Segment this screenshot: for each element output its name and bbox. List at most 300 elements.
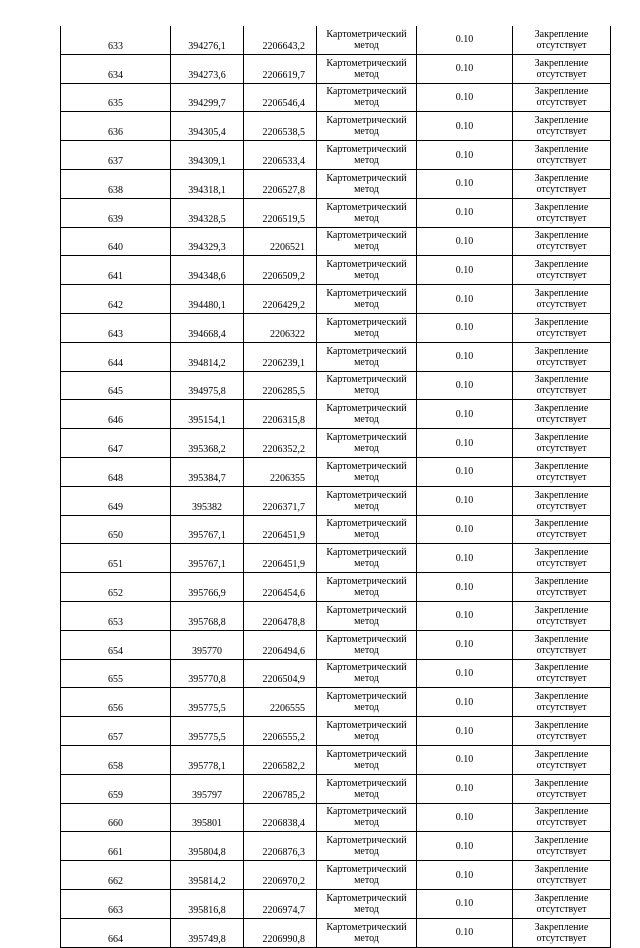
x-coordinate-cell: 394814,2 [171, 342, 244, 371]
y-coordinate-cell: 2206478,8 [244, 601, 317, 630]
fixation-text: Закрепление [534, 460, 589, 472]
fixation-cell [513, 457, 611, 486]
fixation-text: отсутствует [536, 558, 587, 570]
fixation-text: Закрепление [534, 777, 589, 789]
x-coordinate-cell: 394305,4 [171, 112, 244, 141]
fixation-cell [513, 832, 611, 861]
point-number-cell: 642 [61, 285, 171, 314]
fixation-text: Закрепление [534, 230, 589, 242]
table-row [61, 544, 611, 573]
method-text: Картометрический [326, 921, 407, 933]
method-text: Картометрический [326, 259, 407, 271]
fixation-text: Закрепление [534, 432, 589, 444]
point-number-cell: 655 [61, 659, 171, 688]
x-coordinate-cell: 395368,2 [171, 429, 244, 458]
method-text: Картометрический [326, 288, 407, 300]
accuracy-cell: 0.10 [417, 745, 513, 774]
point-number-cell: 656 [61, 688, 171, 717]
point-number-cell: 659 [61, 774, 171, 803]
method-cell [317, 256, 417, 285]
accuracy-cell: 0.10 [417, 400, 513, 429]
fixation-text: отсутствует [536, 500, 587, 512]
method-text: метод [354, 126, 379, 138]
y-coordinate-cell: 2206555 [244, 688, 317, 717]
x-coordinate-cell: 394328,5 [171, 198, 244, 227]
method-cell [317, 285, 417, 314]
method-text: Картометрический [326, 432, 407, 444]
x-coordinate-cell: 394273,6 [171, 54, 244, 83]
y-coordinate-cell: 2206643,2 [244, 26, 317, 54]
accuracy-cell: 0.10 [417, 169, 513, 198]
x-coordinate-cell: 394318,1 [171, 169, 244, 198]
point-number-cell: 648 [61, 457, 171, 486]
accuracy-cell: 0.10 [417, 141, 513, 170]
coordinates-table [60, 26, 611, 948]
point-number-cell: 653 [61, 601, 171, 630]
fixation-cell [513, 169, 611, 198]
point-number-cell: 650 [61, 515, 171, 544]
point-number-cell: 633 [61, 26, 171, 54]
fixation-cell [513, 256, 611, 285]
fixation-text: отсутствует [536, 270, 587, 282]
accuracy-cell: 0.10 [417, 26, 513, 54]
table-row [61, 803, 611, 832]
table-row [61, 601, 611, 630]
fixation-text: Закрепление [534, 633, 589, 645]
method-text: метод [354, 299, 379, 311]
x-coordinate-cell: 395384,7 [171, 457, 244, 486]
method-text: метод [354, 241, 379, 253]
point-number-cell: 660 [61, 803, 171, 832]
method-text: Картометрический [326, 633, 407, 645]
y-coordinate-cell: 2206533,4 [244, 141, 317, 170]
method-cell [317, 889, 417, 918]
fixation-cell [513, 745, 611, 774]
table-row [61, 371, 611, 400]
x-coordinate-cell: 395767,1 [171, 544, 244, 573]
method-text: Картометрический [326, 28, 407, 40]
table-body [61, 26, 611, 947]
fixation-text: отсутствует [536, 155, 587, 167]
table-row [61, 429, 611, 458]
y-coordinate-cell: 2206494,6 [244, 630, 317, 659]
table-row [61, 630, 611, 659]
accuracy-cell: 0.10 [417, 889, 513, 918]
accuracy-cell: 0.10 [417, 659, 513, 688]
accuracy-cell: 0.10 [417, 371, 513, 400]
fixation-text: Закрепление [534, 604, 589, 616]
accuracy-cell: 0.10 [417, 601, 513, 630]
fixation-text: отсутствует [536, 299, 587, 311]
fixation-text: отсутствует [536, 759, 587, 771]
fixation-cell [513, 83, 611, 112]
x-coordinate-cell: 395770,8 [171, 659, 244, 688]
fixation-cell [513, 803, 611, 832]
fixation-text: Закрепление [534, 864, 589, 875]
table-row [61, 227, 611, 256]
fixation-text: Закрепление [534, 86, 589, 98]
fixation-text: отсутствует [536, 356, 587, 368]
accuracy-cell: 0.10 [417, 486, 513, 515]
y-coordinate-cell: 2206555,2 [244, 717, 317, 746]
method-text: метод [354, 759, 379, 771]
method-cell [317, 774, 417, 803]
method-text: метод [354, 500, 379, 512]
table-row [61, 889, 611, 918]
accuracy-cell: 0.10 [417, 688, 513, 717]
method-text: метод [354, 587, 379, 599]
fixation-cell [513, 889, 611, 918]
method-cell [317, 601, 417, 630]
accuracy-cell: 0.10 [417, 457, 513, 486]
method-text: метод [354, 356, 379, 368]
y-coordinate-cell: 2206538,5 [244, 112, 317, 141]
accuracy-cell: 0.10 [417, 918, 513, 947]
fixation-text: Закрепление [534, 345, 589, 357]
method-text: Картометрический [326, 576, 407, 588]
fixation-text: Закрепление [534, 28, 589, 40]
accuracy-cell: 0.10 [417, 515, 513, 544]
method-text: метод [354, 270, 379, 282]
method-text: метод [354, 903, 379, 915]
y-coordinate-cell: 2206322 [244, 313, 317, 342]
table-row [61, 198, 611, 227]
y-coordinate-cell: 2206838,4 [244, 803, 317, 832]
fixation-cell [513, 688, 611, 717]
method-text: метод [354, 731, 379, 743]
point-number-cell: 657 [61, 717, 171, 746]
accuracy-cell: 0.10 [417, 573, 513, 602]
fixation-text: отсутствует [536, 443, 587, 455]
method-cell [317, 918, 417, 947]
method-text: Картометрический [326, 316, 407, 328]
table-row [61, 400, 611, 429]
fixation-text: отсутствует [536, 471, 587, 483]
method-text: метод [354, 155, 379, 167]
accuracy-cell: 0.10 [417, 256, 513, 285]
accuracy-cell: 0.10 [417, 630, 513, 659]
x-coordinate-cell: 395775,5 [171, 688, 244, 717]
point-number-cell: 661 [61, 832, 171, 861]
method-text: Картометрический [326, 172, 407, 184]
point-number-cell: 634 [61, 54, 171, 83]
method-text: метод [354, 183, 379, 195]
fixation-text: Закрепление [534, 748, 589, 760]
method-cell [317, 26, 417, 54]
y-coordinate-cell: 2206519,5 [244, 198, 317, 227]
fixation-cell [513, 861, 611, 890]
method-text: Картометрический [326, 720, 407, 732]
accuracy-cell: 0.10 [417, 54, 513, 83]
x-coordinate-cell: 395814,2 [171, 861, 244, 890]
method-text: Картометрический [326, 892, 407, 904]
x-coordinate-cell: 395816,8 [171, 889, 244, 918]
method-cell [317, 227, 417, 256]
accuracy-cell: 0.10 [417, 717, 513, 746]
y-coordinate-cell: 2206546,4 [244, 83, 317, 112]
method-cell [317, 83, 417, 112]
table-row [61, 515, 611, 544]
method-text: Картометрический [326, 374, 407, 386]
y-coordinate-cell: 2206451,9 [244, 544, 317, 573]
x-coordinate-cell: 394668,4 [171, 313, 244, 342]
point-number-cell: 649 [61, 486, 171, 515]
point-number-cell: 641 [61, 256, 171, 285]
fixation-text: отсутствует [536, 97, 587, 109]
table-row [61, 774, 611, 803]
fixation-text: Закрепление [534, 662, 589, 674]
accuracy-cell: 0.10 [417, 342, 513, 371]
point-number-cell: 652 [61, 573, 171, 602]
method-text: метод [354, 414, 379, 426]
fixation-text: Закрепление [534, 691, 589, 703]
fixation-text: Закрепление [534, 921, 589, 933]
y-coordinate-cell: 2206582,2 [244, 745, 317, 774]
method-text: метод [354, 68, 379, 80]
point-number-cell: 646 [61, 400, 171, 429]
method-text: Картометрический [326, 662, 407, 674]
fixation-text: Закрепление [534, 403, 589, 415]
fixation-text: отсутствует [536, 212, 587, 224]
fixation-cell [513, 285, 611, 314]
method-text: Картометрический [326, 57, 407, 69]
method-cell [317, 169, 417, 198]
method-cell [317, 659, 417, 688]
y-coordinate-cell: 2206355 [244, 457, 317, 486]
y-coordinate-cell: 2206509,2 [244, 256, 317, 285]
fixation-text: отсутствует [536, 903, 587, 915]
method-cell [317, 429, 417, 458]
method-cell [317, 861, 417, 890]
fixation-text: отсутствует [536, 644, 587, 656]
x-coordinate-cell: 394480,1 [171, 285, 244, 314]
method-cell [317, 486, 417, 515]
fixation-text: отсутствует [536, 875, 587, 886]
method-text: Картометрический [326, 691, 407, 703]
fixation-text: Закрепление [534, 316, 589, 328]
method-text: метод [354, 385, 379, 397]
method-cell [317, 832, 417, 861]
method-text: метод [354, 702, 379, 714]
fixation-text: отсутствует [536, 39, 587, 51]
method-cell [317, 457, 417, 486]
accuracy-cell: 0.10 [417, 83, 513, 112]
x-coordinate-cell: 394299,7 [171, 83, 244, 112]
fixation-text: Закрепление [534, 201, 589, 213]
fixation-text: отсутствует [536, 414, 587, 426]
method-text: метод [354, 875, 379, 886]
method-text: метод [354, 788, 379, 800]
point-number-cell: 662 [61, 861, 171, 890]
accuracy-cell: 0.10 [417, 774, 513, 803]
y-coordinate-cell: 2206527,8 [244, 169, 317, 198]
fixation-cell [513, 774, 611, 803]
method-cell [317, 717, 417, 746]
method-text: Картометрический [326, 403, 407, 415]
point-number-cell: 637 [61, 141, 171, 170]
point-number-cell: 664 [61, 918, 171, 947]
method-text: Картометрический [326, 748, 407, 760]
method-cell [317, 400, 417, 429]
fixation-cell [513, 342, 611, 371]
fixation-cell [513, 371, 611, 400]
method-text: Картометрический [326, 864, 407, 875]
fixation-text: отсутствует [536, 932, 587, 944]
table-row [61, 861, 611, 890]
table-row [61, 256, 611, 285]
point-number-cell: 635 [61, 83, 171, 112]
y-coordinate-cell: 2206454,6 [244, 573, 317, 602]
fixation-cell [513, 717, 611, 746]
y-coordinate-cell: 2206785,2 [244, 774, 317, 803]
fixation-cell [513, 515, 611, 544]
fixation-text: отсутствует [536, 615, 587, 627]
table-row [61, 486, 611, 515]
fixation-text: Закрепление [534, 374, 589, 386]
table-row [61, 54, 611, 83]
x-coordinate-cell: 395749,8 [171, 918, 244, 947]
fixation-cell [513, 573, 611, 602]
accuracy-cell: 0.10 [417, 544, 513, 573]
method-text: метод [354, 615, 379, 627]
fixation-text: отсутствует [536, 673, 587, 685]
fixation-cell [513, 429, 611, 458]
fixation-cell [513, 26, 611, 54]
x-coordinate-cell: 395766,9 [171, 573, 244, 602]
point-number-cell: 651 [61, 544, 171, 573]
method-text: Картометрический [326, 518, 407, 530]
method-cell [317, 515, 417, 544]
fixation-text: Закрепление [534, 518, 589, 530]
fixation-cell [513, 112, 611, 141]
fixation-text: Закрепление [534, 720, 589, 732]
y-coordinate-cell: 2206285,5 [244, 371, 317, 400]
x-coordinate-cell: 395382 [171, 486, 244, 515]
method-text: Картометрический [326, 547, 407, 559]
fixation-text: отсутствует [536, 327, 587, 339]
fixation-text: Закрепление [534, 547, 589, 559]
method-cell [317, 141, 417, 170]
fixation-text: Закрепление [534, 259, 589, 271]
y-coordinate-cell: 2206429,2 [244, 285, 317, 314]
fixation-cell [513, 486, 611, 515]
method-text: метод [354, 644, 379, 656]
method-text: Картометрический [326, 777, 407, 789]
method-cell [317, 54, 417, 83]
method-cell [317, 688, 417, 717]
method-text: метод [354, 529, 379, 541]
x-coordinate-cell: 395778,1 [171, 745, 244, 774]
method-cell [317, 745, 417, 774]
table-row [61, 832, 611, 861]
y-coordinate-cell: 2206504,9 [244, 659, 317, 688]
method-text: метод [354, 673, 379, 685]
method-cell [317, 544, 417, 573]
fixation-text: Закрепление [534, 489, 589, 501]
point-number-cell: 636 [61, 112, 171, 141]
table-row [61, 745, 611, 774]
y-coordinate-cell: 2206371,7 [244, 486, 317, 515]
fixation-text: Закрепление [534, 288, 589, 300]
fixation-cell [513, 141, 611, 170]
y-coordinate-cell: 2206451,9 [244, 515, 317, 544]
accuracy-cell: 0.10 [417, 313, 513, 342]
method-text: Картометрический [326, 230, 407, 242]
method-text: метод [354, 846, 379, 858]
fixation-text: отсутствует [536, 126, 587, 138]
table-row [61, 169, 611, 198]
fixation-text: отсутствует [536, 587, 587, 599]
table-row [61, 313, 611, 342]
method-text: Картометрический [326, 806, 407, 818]
y-coordinate-cell: 2206970,2 [244, 861, 317, 890]
y-coordinate-cell: 2206876,3 [244, 832, 317, 861]
y-coordinate-cell: 2206990,8 [244, 918, 317, 947]
method-text: Картометрический [326, 835, 407, 847]
method-cell [317, 342, 417, 371]
table-row [61, 659, 611, 688]
fixation-text: Закрепление [534, 57, 589, 69]
method-text: метод [354, 817, 379, 829]
y-coordinate-cell: 2206619,7 [244, 54, 317, 83]
fixation-text: отсутствует [536, 68, 587, 80]
method-text: метод [354, 932, 379, 944]
table-row [61, 457, 611, 486]
fixation-text: Закрепление [534, 115, 589, 127]
fixation-text: отсутствует [536, 529, 587, 541]
table-row [61, 918, 611, 947]
method-text: Картометрический [326, 115, 407, 127]
fixation-cell [513, 544, 611, 573]
fixation-cell [513, 400, 611, 429]
accuracy-cell: 0.10 [417, 861, 513, 890]
x-coordinate-cell: 395770 [171, 630, 244, 659]
y-coordinate-cell: 2206352,2 [244, 429, 317, 458]
point-number-cell: 663 [61, 889, 171, 918]
point-number-cell: 643 [61, 313, 171, 342]
fixation-cell [513, 227, 611, 256]
fixation-text: отсутствует [536, 731, 587, 743]
x-coordinate-cell: 395767,1 [171, 515, 244, 544]
method-text: Картометрический [326, 460, 407, 472]
fixation-cell [513, 198, 611, 227]
accuracy-cell: 0.10 [417, 429, 513, 458]
method-text: Картометрический [326, 489, 407, 501]
point-number-cell: 640 [61, 227, 171, 256]
fixation-cell [513, 659, 611, 688]
accuracy-cell: 0.10 [417, 832, 513, 861]
method-text: Картометрический [326, 201, 407, 213]
table-row [61, 342, 611, 371]
fixation-text: отсутствует [536, 183, 587, 195]
fixation-cell [513, 630, 611, 659]
x-coordinate-cell: 395797 [171, 774, 244, 803]
x-coordinate-cell: 395804,8 [171, 832, 244, 861]
point-number-cell: 638 [61, 169, 171, 198]
fixation-text: Закрепление [534, 144, 589, 156]
method-text: Картометрический [326, 144, 407, 156]
method-cell [317, 198, 417, 227]
method-text: Картометрический [326, 604, 407, 616]
table-row [61, 141, 611, 170]
x-coordinate-cell: 394276,1 [171, 26, 244, 54]
fixation-text: отсутствует [536, 846, 587, 858]
y-coordinate-cell: 2206315,8 [244, 400, 317, 429]
x-coordinate-cell: 394329,3 [171, 227, 244, 256]
fixation-text: отсутствует [536, 702, 587, 714]
accuracy-cell: 0.10 [417, 198, 513, 227]
table-row [61, 688, 611, 717]
